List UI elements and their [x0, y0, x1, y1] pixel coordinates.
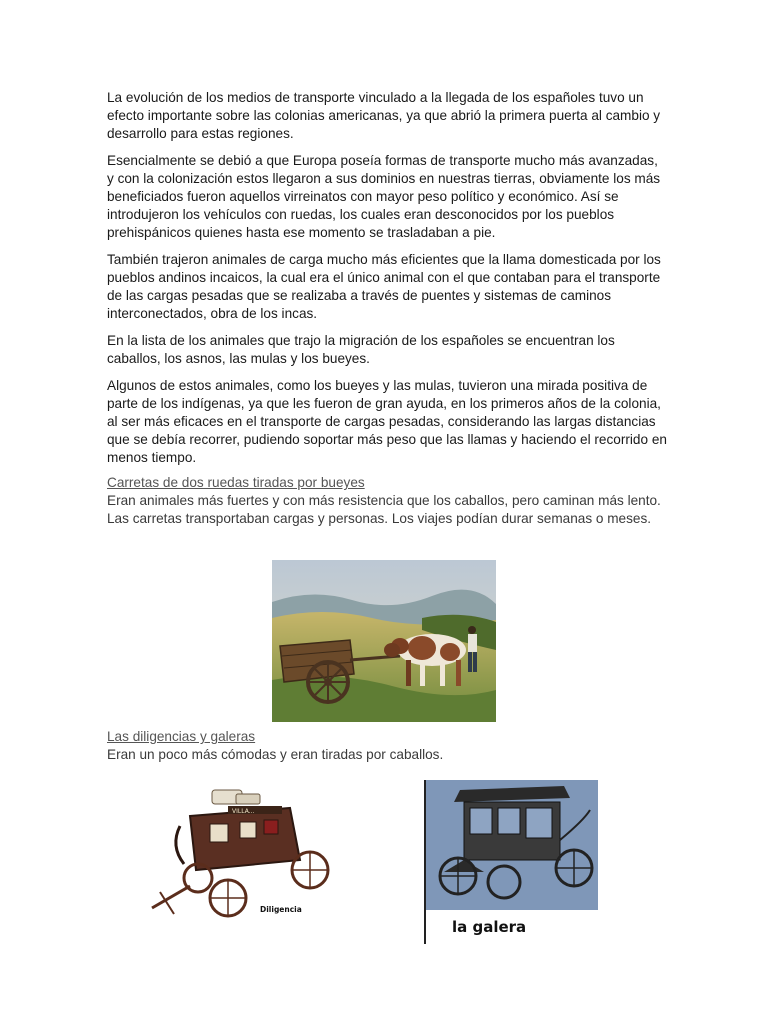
paragraph-intro: La evolución de los medios de transporte vinculado a la llegada de los españoles tuvo un efecto importante sobre las colonias americanas, ya que abrió la primera puerta al cambio y desarrollo para estas regiones. [107, 90, 661, 141]
section-body-carretas: Eran animales más fuertes y con más resistencia que los caballos, pero caminan más lento. Las carretas transportaban cargas y personas. Los viajes podían durar semanas o meses. [107, 493, 661, 526]
ox-cart-painting [272, 560, 496, 722]
section-body-diligencias: Eran un poco más cómodas y eran tiradas por caballos. [107, 747, 444, 762]
paragraph-indigenous: Algunos de estos animales, como los bueyes y las mulas, tuvieron una mirada positiva de parte de los indígenas, ya que les fueron de gran ayuda, en los primeros años de la colonia, al ser más eficaces en el transporte de cargas pesadas, considerando las largas distancias que se debía recorrer, pudiendo soportar más peso que las llamas y haciendo el recorrido en menos tiempo. [107, 378, 667, 465]
galera-illustration [424, 780, 598, 944]
diligencia-sign-text: VILLA... [232, 808, 255, 815]
galera-caption: la galera [452, 918, 527, 936]
paragraph-europe: Esencialmente se debió a que Europa poseía formas de transporte mucho más avanzadas, y con la colonización estos llegaron a sus dominios en nuestras tierras, obviamente los más beneficiados fueron aquellos virreinatos con mayor peso político y económico. Así se introdujeron los vehículos con ruedas, los cuales eran desconocidos por los pueblos prehispánicos quienes hasta ese momento se trasladaban a pie. [107, 153, 661, 240]
document-page [107, 89, 667, 528]
section-diligencias [107, 728, 667, 764]
section-title-carretas: Carretas de dos ruedas tiradas por bueyes [107, 475, 365, 490]
diligencia-caption: Diligencia [260, 905, 302, 914]
section-title-diligencias: Las diligencias y galeras [107, 729, 256, 744]
paragraph-animal-list: En la lista de los animales que trajo la migración de los españoles se encuentran los caballos, los asnos, las mulas y los bueyes. [107, 333, 615, 366]
paragraph-animals: También trajeron animales de carga mucho más eficientes que la llama domesticada por los pueblos andinos incaicos, la cual era el único animal con el que contaban para el transporte de las cargas pesadas que se realizaba a través de puentes y sistemas de caminos interconectados, obra de los incas. [107, 252, 661, 321]
diligencia-illustration [150, 786, 336, 924]
